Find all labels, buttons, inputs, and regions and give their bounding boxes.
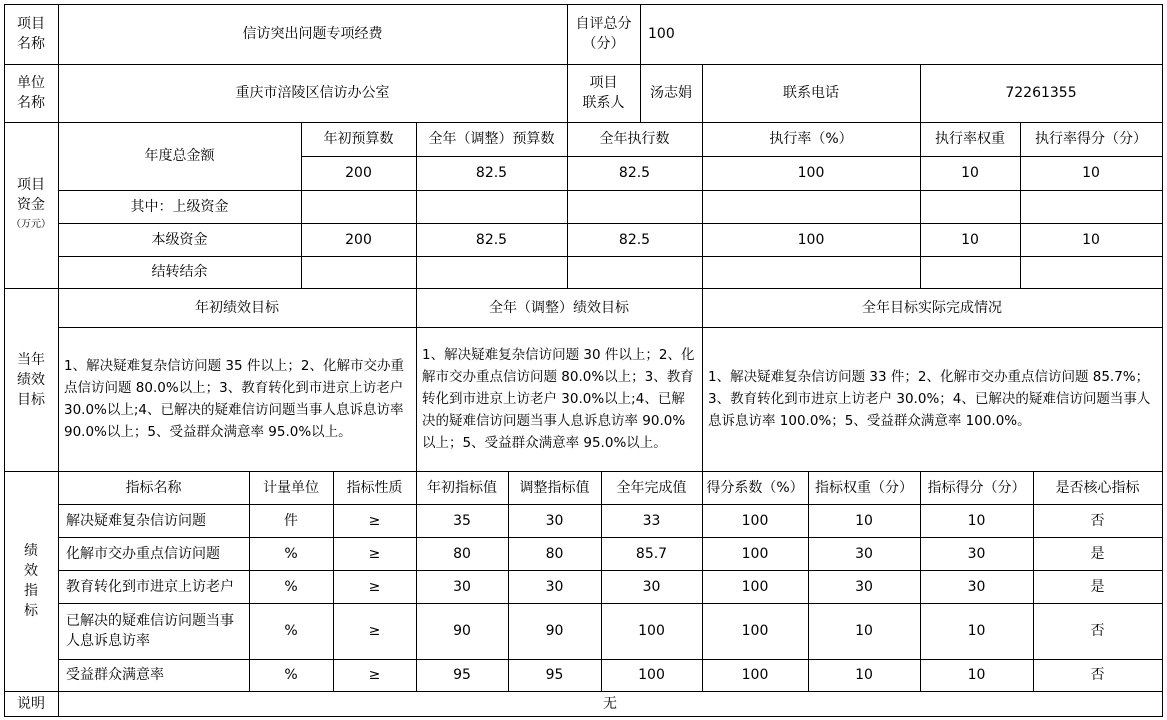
indicator-cell: % (284, 578, 298, 595)
goals-section-label: 当年 绩效 目标 (17, 351, 45, 408)
grid-line (808, 471, 809, 692)
goals-initial-text: 1、解决疑难复杂信访问题 35 件以上；2、化解市交办重点信访问题 80.0%以上；3、教育转化到市进京上访老户 30.0%以上;4、已解决的疑难信访问题当事人息诉息访率 90.0%以上；5、受益群众满意率 95.0%以上。 (64, 358, 404, 440)
funds-col-header: 全年（调整）预算数 (428, 131, 555, 147)
indicator-cell: 10 (855, 667, 873, 683)
goals-initial-header: 年初绩效目标 (195, 299, 279, 316)
note-text: 无 (603, 695, 617, 712)
project-name-value: 信访突出问题专项经费 (242, 26, 383, 42)
funds-carry-cell (567, 256, 702, 288)
funds-carry-cell (1020, 256, 1162, 288)
indicator-cell: 95 (453, 667, 471, 683)
indicator-cell: 30 (545, 512, 564, 529)
indicator-cell: 30 (453, 578, 471, 595)
indicator-cell: 件 (284, 512, 298, 529)
funds-local-label: 本级资金 (151, 231, 208, 248)
grid-line (508, 471, 509, 692)
grid-line (58, 190, 1163, 191)
grid-line (58, 4, 59, 717)
funds-local-cell: 200 (345, 231, 372, 248)
grid-line (1033, 471, 1034, 692)
grid-line (58, 537, 1163, 538)
grid-line (601, 471, 602, 692)
project-name-label: 项目 名称 (17, 16, 45, 52)
indicator-col-header: 指标性质 (346, 479, 403, 496)
indicator-cell: ≥ (368, 667, 381, 683)
grid-line (702, 288, 703, 472)
indicators-section-label: 绩 效 指 标 (24, 543, 38, 619)
grid-line (301, 122, 302, 289)
indicator-cell: % (284, 545, 298, 562)
funds-total-cell: 100 (797, 165, 825, 181)
indicator-cell: ≥ (368, 545, 381, 562)
grid-line (333, 471, 334, 692)
indicator-cell: 100 (741, 667, 769, 683)
indicator-cell: ≥ (368, 512, 381, 529)
grid-line (416, 288, 417, 472)
indicator-cell: 30 (545, 578, 564, 595)
indicator-cell: 10 (855, 623, 873, 639)
funds-upper-cell (301, 190, 416, 223)
indicator-col-header: 得分系数（%） (706, 479, 804, 496)
funds-unit-label: （万元） (11, 219, 51, 230)
grid-line (58, 659, 1163, 660)
indicator-name: 受益群众满意率 (66, 667, 164, 683)
indicator-cell: % (284, 623, 298, 639)
grid-line (58, 504, 1163, 505)
funds-upper-cell (416, 190, 567, 223)
indicator-name: 教育转化到市进京上访老户 (66, 578, 234, 595)
indicator-col-header: 指标得分（分） (927, 479, 1026, 496)
funds-upper-cell (920, 190, 1020, 223)
funds-total-cell: 10 (961, 165, 979, 181)
grid-line (249, 471, 250, 692)
indicator-cell: 100 (741, 545, 769, 562)
indicator-cell: 95 (545, 667, 564, 683)
grid-line (4, 716, 1163, 717)
indicator-cell: 33 (642, 512, 661, 529)
indicator-cell: 85.7 (635, 545, 668, 562)
indicator-name: 化解市交办重点信访问题 (66, 545, 220, 562)
indicator-cell: 35 (453, 512, 471, 529)
funds-total-cell: 10 (1082, 165, 1100, 181)
indicator-col-header: 是否核心指标 (1055, 479, 1140, 496)
phone-value: 72261355 (1005, 85, 1077, 101)
goals-actual-header: 全年目标实际完成情况 (862, 299, 1002, 316)
indicator-cell: 100 (741, 623, 769, 639)
grid-line (58, 327, 1163, 328)
funds-col-header: 执行率得分（分） (1035, 131, 1147, 147)
indicator-cell: 10 (967, 667, 986, 683)
indicator-cell: 否 (1090, 667, 1105, 683)
grid-line (4, 4, 5, 717)
grid-line (567, 122, 568, 289)
indicator-cell: 10 (855, 512, 873, 529)
indicator-cell: ≥ (368, 623, 381, 639)
indicator-name: 解决疑难复杂信访问题 (66, 512, 206, 529)
phone-label: 联系电话 (783, 85, 839, 101)
funds-local-cell: 82.5 (618, 231, 651, 248)
self-score-label: 自评总分 （分） (575, 16, 632, 52)
grid-line (920, 122, 921, 289)
contact-name: 汤志娟 (650, 85, 692, 101)
self-score-value: 100 (648, 26, 675, 42)
indicator-cell: 80 (453, 545, 471, 562)
grid-line (567, 4, 568, 123)
grid-line (58, 256, 1163, 257)
indicator-cell: 100 (741, 578, 769, 595)
funds-local-cell: 10 (961, 231, 979, 248)
grid-line (920, 471, 921, 692)
grid-line (4, 64, 1163, 65)
grid-line (1020, 122, 1021, 289)
funds-carry-label: 结转结余 (151, 264, 208, 280)
grid-line (4, 4, 1163, 5)
indicator-cell: 100 (638, 667, 665, 683)
indicator-cell: 30 (855, 578, 873, 595)
indicator-cell: 10 (967, 623, 986, 639)
indicator-cell: 80 (545, 545, 564, 562)
goals-adjusted-text: 1、解决疑难复杂信访问题 30 件以上；2、化解市交办重点信访问题 80.0%以上；3、教育转化到市进京上访老户 30.0%以上;4、已解决的疑难信访问题当事人息诉息访率 90.0%以上；5、受益群众满意率 95.0%以上。 (422, 347, 695, 451)
funds-col-header: 全年执行数 (599, 131, 670, 147)
grid-line (416, 471, 417, 692)
grid-line (416, 122, 417, 289)
indicator-cell: ≥ (368, 578, 381, 595)
indicator-cell: 100 (741, 512, 769, 529)
indicator-cell: 否 (1090, 623, 1105, 639)
funds-carry-cell (301, 256, 416, 288)
grid-line (4, 691, 1163, 692)
indicator-col-header: 计量单位 (263, 479, 319, 496)
grid-line (640, 4, 641, 123)
indicator-col-header: 年初指标值 (427, 479, 497, 496)
indicator-cell: 30 (855, 545, 873, 562)
grid-line (920, 64, 921, 123)
grid-line (702, 64, 703, 123)
funds-total-label: 年度总金额 (144, 148, 215, 164)
funds-local-cell: 82.5 (475, 231, 508, 248)
indicator-cell: 是 (1090, 578, 1105, 595)
indicator-cell: 是 (1090, 545, 1105, 562)
grid-line (702, 471, 703, 692)
indicator-cell: 90 (453, 623, 471, 639)
note-label: 说明 (17, 695, 45, 712)
funds-upper-label: 其中：上级资金 (130, 198, 229, 215)
grid-line (4, 471, 1163, 472)
goals-adjusted-header: 全年（调整）绩效目标 (489, 299, 629, 316)
grid-line (1162, 4, 1163, 717)
grid-line (4, 122, 1163, 123)
funds-upper-cell (1020, 190, 1162, 223)
contact-label: 项目 联系人 (582, 75, 625, 111)
indicator-cell: % (284, 667, 298, 683)
funds-total-cell: 82.5 (475, 165, 508, 181)
funds-total-cell: 200 (345, 165, 372, 181)
indicator-cell: 30 (967, 578, 986, 595)
unit-name-value: 重庆市涪陵区信访办公室 (235, 85, 390, 101)
funds-col-header: 执行率权重 (935, 131, 1005, 147)
funds-carry-cell (920, 256, 1020, 288)
indicator-col-header: 指标名称 (125, 479, 182, 496)
indicator-cell: 30 (967, 545, 986, 562)
indicator-col-header: 调整指标值 (519, 479, 590, 496)
grid-line (4, 288, 1163, 289)
indicator-name: 已解决的疑难信访问题当事人息诉息访率 (66, 613, 234, 649)
indicator-cell: 100 (638, 623, 665, 639)
funds-carry-cell (416, 256, 567, 288)
unit-name-label: 单位 名称 (17, 75, 45, 111)
grid-line (58, 570, 1163, 571)
funds-section-label: 项目 资金 （万元） (4, 122, 58, 288)
indicator-cell: 10 (967, 512, 986, 529)
grid-line (702, 122, 703, 289)
funds-col-header: 执行率（%） (769, 131, 853, 147)
funds-total-cell: 82.5 (618, 165, 651, 181)
indicator-col-header: 全年完成值 (616, 479, 687, 496)
indicator-cell: 否 (1090, 512, 1105, 529)
grid-line (301, 156, 1163, 157)
indicator-col-header: 指标权重（分） (815, 479, 913, 496)
funds-upper-cell (702, 190, 920, 223)
grid-line (58, 223, 1163, 224)
funds-upper-cell (567, 190, 702, 223)
funds-local-cell: 100 (797, 231, 825, 248)
goals-actual-text: 1、解决疑难复杂信访问题 33 件；2、化解市交办重点信访问题 85.7%；3、教育转化到市进京上访老户 30.0%；4、已解决的疑难信访问题当事人息诉息访率 100.0%；5、受益群众满意率 100.0%。 (708, 369, 1151, 429)
grid-line (58, 603, 1163, 604)
indicator-cell: 90 (545, 623, 564, 639)
funds-col-header: 年初预算数 (323, 131, 394, 147)
funds-local-cell: 10 (1082, 231, 1100, 248)
funds-carry-cell (702, 256, 920, 288)
indicator-cell: 30 (642, 578, 661, 595)
